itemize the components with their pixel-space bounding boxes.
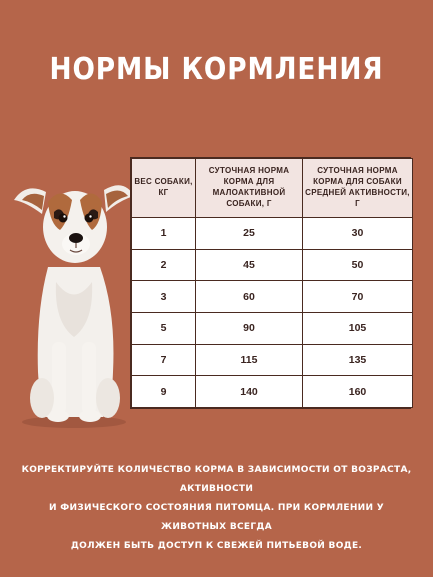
cell-low: 45 (196, 249, 303, 281)
cell-low: 90 (196, 312, 303, 344)
feeding-note (20, 461, 413, 556)
table-row (132, 376, 413, 408)
dog-photo (8, 172, 138, 432)
cell-medium: 70 (303, 281, 413, 313)
cell-weight: 9 (132, 376, 196, 408)
header-medium-activity: СУТОЧНАЯ НОРМА КОРМА ДЛЯ СОБАКИ СРЕДНЕЙ АКТИВНОСТИ, Г (303, 159, 413, 218)
cell-weight: 7 (132, 344, 196, 376)
cell-low: 140 (196, 376, 303, 408)
table-row (132, 344, 413, 376)
cell-medium: 160 (303, 376, 413, 408)
note-line: КОРРЕКТИРУЙТЕ КОЛИЧЕСТВО КОРМА В ЗАВИСИМОСТИ ОТ ВОЗРАСТА, АКТИВНОСТИ (21, 465, 412, 494)
table-row (132, 312, 413, 344)
table-row (132, 249, 413, 281)
header-weight: ВЕС СОБАКИ, КГ (132, 159, 196, 218)
cell-medium: 30 (303, 218, 413, 250)
cell-medium: 105 (303, 312, 413, 344)
table-header-row (132, 159, 413, 218)
header-low-activity: СУТОЧНАЯ НОРМА КОРМА ДЛЯ МАЛОАКТИВНОЙ СОБАКИ, Г (196, 159, 303, 218)
cell-low: 25 (196, 218, 303, 250)
page-title: НОРМЫ КОРМЛЕНИЯ (49, 52, 384, 87)
note-line: И ФИЗИЧЕСКОГО СОСТОЯНИЯ ПИТОМЦА. ПРИ КОРМЛЕНИИ У ЖИВОТНЫХ ВСЕГДА (48, 503, 385, 532)
cell-low: 115 (196, 344, 303, 376)
cell-weight: 5 (132, 312, 196, 344)
cell-weight: 1 (132, 218, 196, 250)
cell-weight: 2 (132, 249, 196, 281)
table-row (132, 281, 413, 313)
cell-weight: 3 (132, 281, 196, 313)
cell-medium: 50 (303, 249, 413, 281)
note-line: ДОЛЖЕН БЫТЬ ДОСТУП К СВЕЖЕЙ ПИТЬЕВОЙ ВОДЕ. (70, 541, 363, 551)
cell-low: 60 (196, 281, 303, 313)
cell-medium: 135 (303, 344, 413, 376)
table-row (132, 218, 413, 250)
feeding-table (130, 157, 411, 409)
